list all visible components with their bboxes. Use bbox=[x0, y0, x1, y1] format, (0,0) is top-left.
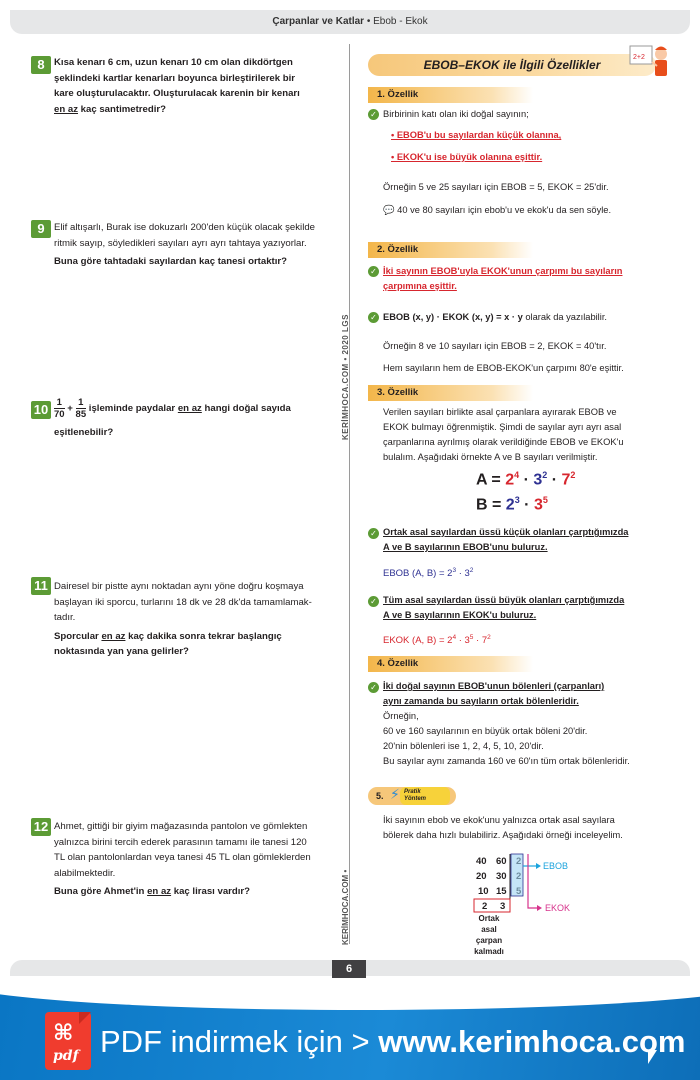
page-header bbox=[10, 10, 690, 34]
frac2-den: 85 bbox=[75, 409, 87, 420]
ozellik-1-question bbox=[383, 203, 700, 218]
pdf-icon[interactable] bbox=[45, 1012, 91, 1070]
ozellik-3-p4: bulalım. Aşağıdaki örnekte A ve B sayıları verilmiştir. bbox=[383, 452, 598, 462]
ekok-label: EKOK bbox=[545, 903, 571, 913]
ekok-m2: · 7 bbox=[473, 635, 488, 647]
download-text: PDF indirmek için > bbox=[100, 1024, 379, 1059]
page-number: 6 bbox=[332, 960, 366, 978]
q10-line2: eşitlenebilir? bbox=[54, 427, 114, 438]
A-exp2b: 2 bbox=[570, 470, 576, 480]
q11-line2: başlayan iki sporcu, turlarını 18 dk ve 28 dk'da tamamlamak- bbox=[54, 596, 312, 608]
pratik-label bbox=[400, 787, 450, 805]
question-number-10: 10 bbox=[31, 401, 51, 419]
pdf-icon-text: pdf bbox=[53, 1048, 79, 1064]
ozellik-4-l3: Örneğin, bbox=[383, 711, 419, 721]
ozellik-1-question-text: 40 ve 80 sayıları için ebob'u ve ekok'u da sen söyle. bbox=[397, 205, 612, 215]
ozellik-4-l5: 20'nin bölenleri ise 1, 2, 4, 5, 10, 20'dir. bbox=[383, 741, 544, 751]
q11-line3: tadır. bbox=[54, 612, 76, 623]
q9-line2: ritmik sayıp, söyledikleri sayıları ayrı ayrı tahtaya yazıyorlar. bbox=[54, 237, 307, 249]
download-link[interactable] bbox=[100, 1024, 685, 1060]
header-sep: • bbox=[364, 16, 374, 27]
B-exp5: 5 bbox=[542, 495, 548, 505]
q12-line2: yalnızca birini tercih ederek parasının tamamı ile tanesi 120 bbox=[54, 836, 307, 848]
q10-text-c: hangi doğal sayıda bbox=[201, 403, 291, 415]
q12-text-c: kaç lirası vardır? bbox=[171, 886, 251, 897]
ozellik-3-rule2 bbox=[383, 593, 700, 623]
dot: · bbox=[551, 471, 558, 489]
site-url[interactable]: www.kerimhoca.com bbox=[378, 1024, 686, 1059]
cursor-icon bbox=[648, 1050, 657, 1064]
ortak-asal-note bbox=[470, 913, 508, 957]
header-topic: Çarpanlar ve Katlar bbox=[272, 16, 365, 27]
frac2-num: 1 bbox=[76, 397, 87, 409]
q11-text-c: kaç dakika sonra tekrar başlangıç bbox=[125, 630, 282, 642]
ozellik-5-body bbox=[383, 813, 700, 843]
note-3: kalmadı bbox=[474, 947, 504, 956]
ozellik-4-l6: Bu sayılar aynı zamanda 160 ve 60'ın tüm ortak bölenleridir. bbox=[383, 756, 630, 766]
dot: · bbox=[523, 471, 529, 489]
ozellik-3-p1: Verilen sayıları birlikte asal çarpanlara ayırarak EBOB ve bbox=[383, 407, 617, 417]
check-icon: ✓ bbox=[368, 109, 379, 120]
q8-line1: Kısa kenarı 6 cm, uzun kenarı 10 cm olan dikdörtgen bbox=[54, 57, 293, 68]
ozellik-2-line1: İki sayının EBOB'uyla EKOK'unun çarpımı bu sayıların bbox=[383, 266, 623, 276]
ozellik-1-bullet1: • EBOB'u bu sayılardan küçük olanına, bbox=[391, 130, 562, 140]
ozellik-4-l4: 60 ve 160 sayılarının en büyük ortak böleni 20'dir. bbox=[383, 726, 588, 736]
ozellik-4-body bbox=[383, 679, 700, 769]
table-cell: 40 bbox=[476, 856, 487, 867]
rule2-line1: Tüm asal sayılardan üssü büyük olanları çarptığımızda bbox=[383, 595, 625, 605]
question-number-8: 8 bbox=[31, 56, 51, 74]
ozellik-3-p2: EKOK bulmayı öğrenmiştik. Şimdi de sayılar ayrı ayrı asal bbox=[383, 422, 622, 432]
rule1-line1: Ortak asal sayılardan üssü küçük olanları çarptığımızda bbox=[383, 527, 629, 537]
pratik-tag1: Pratik bbox=[404, 789, 421, 795]
formula-A bbox=[476, 470, 575, 489]
q12-en-az: en az bbox=[147, 886, 172, 897]
q9-line1: Elif altışarlı, Burak ise dokuzarlı 200'den küçük olacak şekilde bbox=[54, 222, 315, 233]
ozellik-3-title: 3. Özellik bbox=[368, 385, 533, 401]
table-cell: 15 bbox=[496, 886, 507, 897]
A-exp4: 4 bbox=[514, 470, 520, 480]
ozellik-2-formula-main: EBOB (x, y) · EKOK (x, y) = x · y bbox=[383, 312, 523, 322]
ozellik-1-bullet2: • EKOK'u ise büyük olanına eşittir. bbox=[391, 152, 543, 162]
dot: · bbox=[524, 496, 530, 514]
question-number-11: 11 bbox=[31, 577, 51, 595]
A-base2: 2 bbox=[505, 471, 515, 489]
note-1: Ortak asal bbox=[478, 914, 500, 934]
ozellik-3-paragraph bbox=[383, 405, 700, 465]
ozellik-2-formula bbox=[383, 310, 700, 325]
side-watermark-2: KERİMHOCA.COM • bbox=[341, 869, 350, 945]
B-exp3: 3 bbox=[514, 495, 520, 505]
ebob-f: EBOB (A, B) = 2 bbox=[383, 568, 453, 580]
ozellik-3-rule1 bbox=[383, 525, 700, 555]
ekok-formula bbox=[383, 630, 700, 648]
question-8 bbox=[54, 55, 342, 117]
table-cell: 30 bbox=[496, 871, 507, 882]
q10-en-az: en az bbox=[177, 403, 202, 415]
eq-B: = bbox=[487, 496, 506, 514]
q8-en-az: en az bbox=[54, 103, 78, 115]
q11-text-a: Sporcular bbox=[54, 630, 102, 642]
q11-en-az: en az bbox=[101, 630, 126, 642]
check-icon: ✓ bbox=[368, 312, 379, 323]
ozellik-4-l1: İki doğal sayının EBOB'unun bölenleri (çarpanları) bbox=[383, 681, 605, 691]
q8-line4: kaç santimetredir? bbox=[78, 103, 166, 115]
fraction-2 bbox=[76, 397, 87, 420]
question-12 bbox=[54, 819, 342, 900]
A-exp2: 2 bbox=[542, 470, 548, 480]
ozellik-2-title: 2. Özellik bbox=[368, 242, 533, 258]
section-banner: EBOB–EKOK ile İlgili Özellikler bbox=[368, 54, 656, 76]
question-number-12: 12 bbox=[31, 818, 51, 836]
label-A: A bbox=[476, 471, 487, 489]
q10-text-a: işleminde paydalar bbox=[88, 403, 178, 415]
ozellik-3-p3: çarpanlarına ayrılmış olarak verildiğinde EBOB ve EKOK'u bbox=[383, 437, 624, 447]
ozellik-1-title: 1. Özellik bbox=[368, 87, 533, 103]
banner-wave bbox=[0, 990, 700, 1010]
ekok-m: · 3 bbox=[456, 635, 470, 647]
label-B: B bbox=[476, 496, 488, 514]
question-11 bbox=[54, 579, 342, 660]
table-cell: 60 bbox=[496, 856, 507, 867]
question-number-9: 9 bbox=[31, 220, 51, 238]
q12-line3: TL olan pantolonlardan veya tanesi 45 TL olan gömleklerden bbox=[54, 852, 311, 863]
student-board-icon bbox=[628, 42, 672, 82]
check-icon: ✓ bbox=[368, 528, 379, 539]
pdf-icon-fold bbox=[79, 1012, 91, 1024]
ozellik-1-example: Örneğin 5 ve 25 sayıları için EBOB = 5, EKOK = 25'dir. bbox=[383, 182, 609, 192]
plus-sign: + bbox=[67, 403, 73, 415]
ozellik-2-formula-rest: olarak da yazılabilir. bbox=[522, 312, 607, 322]
ebob-e2: 2 bbox=[469, 567, 474, 574]
table-cell: 2 bbox=[482, 901, 488, 912]
ebob-formula bbox=[383, 563, 700, 581]
question-9 bbox=[54, 220, 342, 270]
ebob-label: EBOB bbox=[543, 861, 569, 871]
ekok-f: EKOK (A, B) = 2 bbox=[383, 635, 453, 647]
ozellik-2-ex1: Örneğin 8 ve 10 sayıları için EBOB = 2, EKOK = 40'tır. bbox=[383, 341, 607, 351]
question-10 bbox=[54, 397, 342, 441]
ebob-e1: 3 bbox=[452, 567, 457, 574]
q8-line2: şeklindeki kartlar kenarları boyunca birleştirilerek bir bbox=[54, 72, 296, 84]
header-sub: Ebob - Ekok bbox=[373, 16, 428, 27]
q12-text-a: Buna göre Ahmet'in bbox=[54, 886, 148, 897]
check-icon: ✓ bbox=[368, 266, 379, 277]
check-icon: ✓ bbox=[368, 596, 379, 607]
speech-bubble-icon: 💬 bbox=[383, 205, 395, 215]
ebob-m: · 3 bbox=[456, 568, 470, 580]
B-base2: 2 bbox=[505, 496, 515, 514]
table-cell: 10 bbox=[478, 886, 489, 897]
rule2-line2: A ve B sayılarının EKOK'u buluruz. bbox=[383, 610, 537, 620]
q12-line4: alabilmektedir. bbox=[54, 867, 116, 879]
ozellik-4-l2: aynı zamanda bu sayıların ortak bölenleridir. bbox=[383, 696, 579, 706]
ozellik-4-title: 4. Özellik bbox=[368, 656, 533, 672]
A-base7: 7 bbox=[561, 471, 571, 489]
frac1-num: 1 bbox=[54, 397, 65, 409]
check-icon: ✓ bbox=[368, 682, 379, 693]
pratik-tag2: Yöntem bbox=[404, 796, 427, 802]
ekok-e1: 4 bbox=[452, 634, 457, 641]
ekok-e3: 2 bbox=[487, 634, 491, 641]
ozellik-2-line2: çarpımına eşittir. bbox=[383, 281, 457, 291]
q11-line1: Dairesel bir pistte aynı noktadan aynı yöne doğru koşmaya bbox=[54, 581, 304, 592]
formula-B bbox=[476, 495, 548, 514]
table-cell: 20 bbox=[476, 871, 487, 882]
lightning-icon: ⚡ bbox=[390, 786, 400, 802]
side-watermark: KERİMHOCA.COM • 2020 LGS bbox=[341, 314, 350, 440]
q9-line3: Buna göre tahtadaki sayılardan kaç tanesi ortaktır? bbox=[54, 256, 287, 267]
ozellik-5-l1: İki sayının ebob ve ekok'unu yalnızca ortak asal sayılara bbox=[383, 815, 615, 825]
column-divider bbox=[349, 44, 350, 944]
frac1-den: 70 bbox=[54, 409, 65, 420]
ekok-e2: 5 bbox=[469, 634, 474, 641]
eq-A: = bbox=[486, 471, 506, 489]
q11-line5: noktasında yan yana gelirler? bbox=[54, 646, 189, 657]
ozellik-5-title bbox=[368, 787, 456, 805]
ozellik-1-line1: Birbirinin katı olan iki doğal sayının; bbox=[383, 109, 529, 119]
acrobat-icon: ⌘ bbox=[53, 1020, 74, 1045]
table-cell: 3 bbox=[500, 901, 506, 912]
note-2: çarpan bbox=[475, 936, 503, 945]
B-base3: 3 bbox=[533, 496, 543, 514]
fraction-1 bbox=[54, 397, 65, 420]
rule1-line2: A ve B sayılarının EBOB'unu buluruz. bbox=[383, 542, 548, 552]
q8-line3: kare oluşturulacaktır. Oluşturulacak karenin bir kenarı bbox=[54, 88, 300, 99]
ozellik-2-ex2: Hem sayıların hem de EBOB-EKOK'un çarpımı 80'e eşittir. bbox=[383, 363, 624, 373]
ozellik-5-l2: bölerek daha hızlı bulabiliriz. Aşağıdaki örneği inceleyelim. bbox=[383, 830, 623, 840]
q12-line1: Ahmet, gittiği bir giyim mağazasında pantolon ve gömlekten bbox=[54, 821, 308, 832]
ozellik-5-num: 5. bbox=[376, 791, 384, 801]
A-base3: 3 bbox=[533, 471, 543, 489]
board-text: 2+2 bbox=[633, 54, 645, 61]
